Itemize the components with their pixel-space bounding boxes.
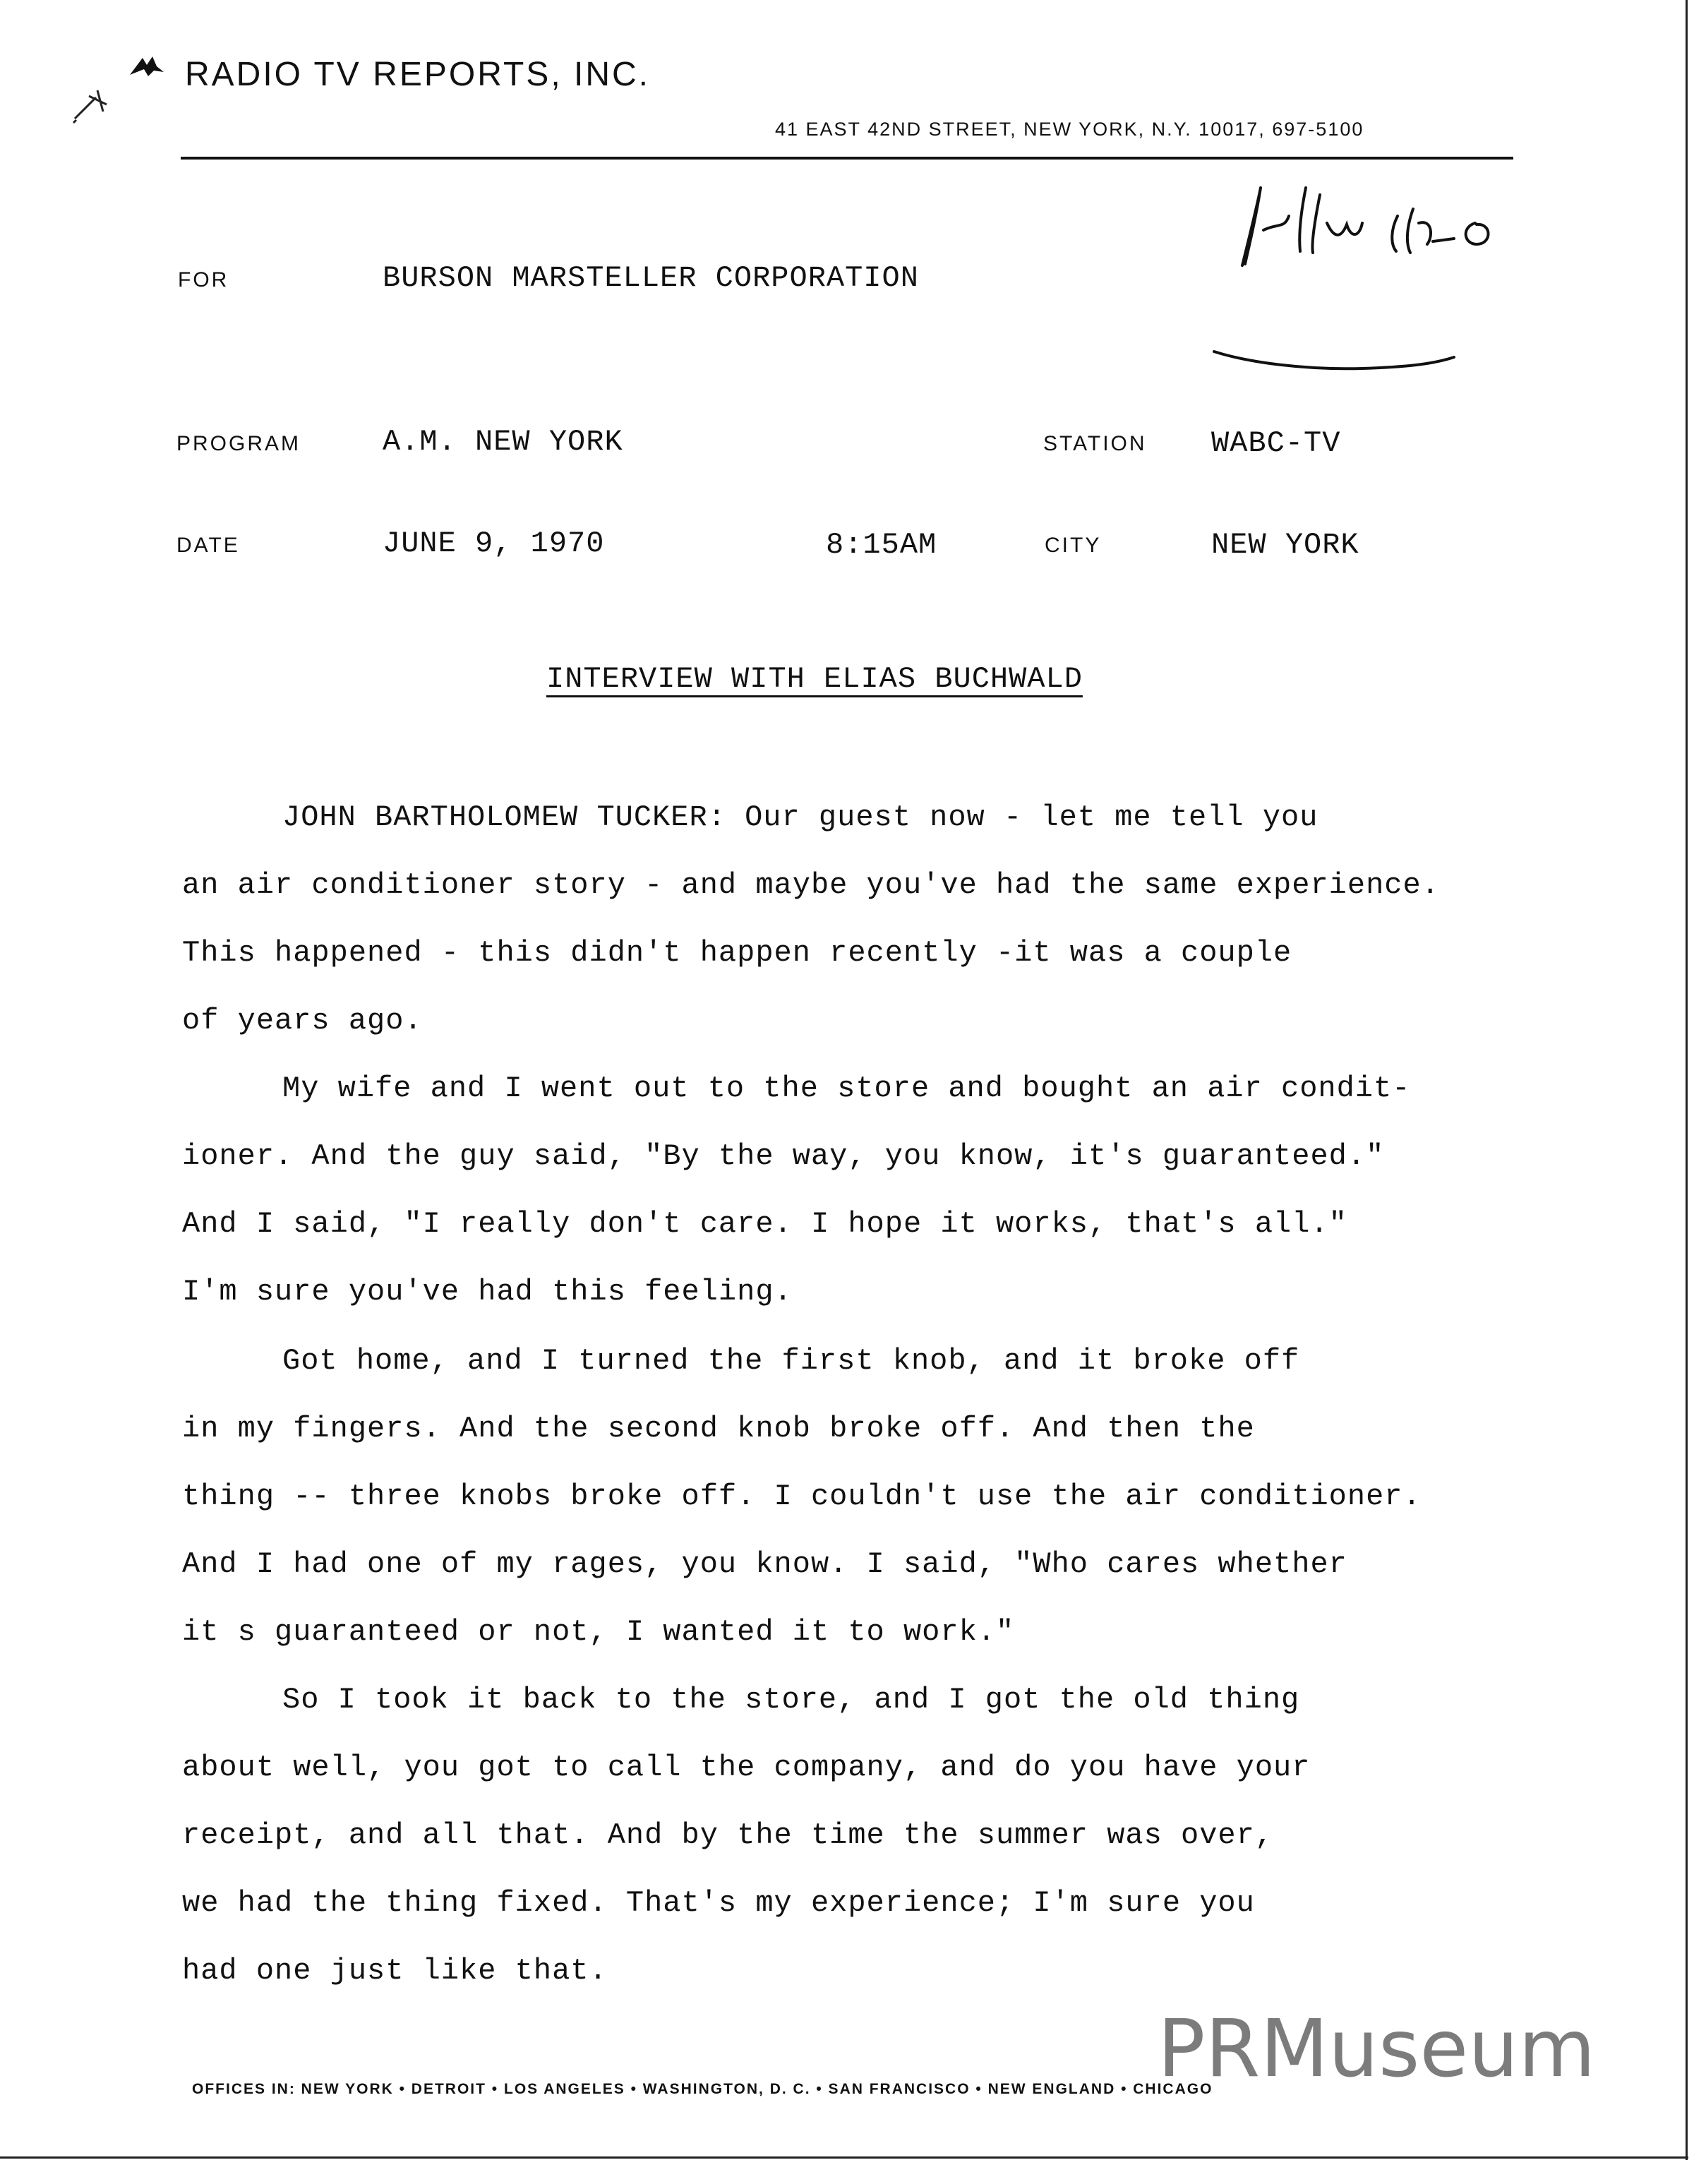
handwritten-stroke-icon xyxy=(1207,339,1461,381)
transcript-line: thing -- three knobs broke off. I couldn't use the air conditioner. xyxy=(182,1480,1422,1513)
prmuseum-watermark: PRMuseum xyxy=(1158,2003,1596,2095)
transcript-line: JOHN BARTHOLOMEW TUCKER: Our guest now - let me tell you xyxy=(282,800,1318,834)
transcript-line: And I had one of my rages, you know. I said, "Who cares whether xyxy=(182,1547,1347,1581)
transcript-line: And I said, "I really don't care. I hope it works, that's all." xyxy=(182,1207,1347,1241)
transcript-line: This happened - this didn't happen recently -it was a couple xyxy=(182,936,1292,970)
program-label: PROGRAM xyxy=(176,432,301,455)
transcript-line: in my fingers. And the second knob broke off. And then the xyxy=(182,1412,1255,1446)
transcript-line: an air conditioner story - and maybe you've had the same experience. xyxy=(182,868,1440,902)
program-value: A.M. NEW YORK xyxy=(383,425,623,459)
interview-heading: INTERVIEW WITH ELIAS BUCHWALD xyxy=(546,662,1083,696)
date-label: DATE xyxy=(176,534,240,557)
station-value: WABC-TV xyxy=(1211,426,1341,460)
transcript-line: So I took it back to the store, and I got the old thing xyxy=(282,1683,1300,1717)
transcript-line: of years ago. xyxy=(182,1004,423,1038)
transcript-line: we had the thing fixed. That's my experience; I'm sure you xyxy=(182,1886,1255,1920)
scribble-mark-icon xyxy=(68,76,131,126)
letterhead-rule xyxy=(181,157,1513,160)
transcript-line: My wife and I went out to the store and bought an air condit- xyxy=(282,1072,1411,1105)
city-value: NEW YORK xyxy=(1211,528,1359,562)
transcript-line: Got home, and I turned the first knob, and it broke off xyxy=(282,1344,1300,1378)
page-edge-right xyxy=(1686,0,1688,2160)
page-edge-bottom xyxy=(0,2156,1688,2159)
antenna-bird-icon xyxy=(128,54,165,82)
transcript-line: about well, you got to call the company, and do you have your xyxy=(182,1751,1311,1784)
for-value: BURSON MARSTELLER CORPORATION xyxy=(383,261,919,295)
city-label: CITY xyxy=(1045,534,1102,557)
date-value: JUNE 9, 1970 xyxy=(383,527,605,560)
transcript-line: it s guaranteed or not, I wanted it to work." xyxy=(182,1615,1015,1649)
transcript-line: I'm sure you've had this feeling. xyxy=(182,1275,793,1309)
company-address: 41 EAST 42ND STREET, NEW YORK, N.Y. 10017, 697-5100 xyxy=(775,119,1364,140)
station-label: STATION xyxy=(1043,432,1147,455)
transcript-line: had one just like that. xyxy=(182,1954,608,1988)
transcript-line: receipt, and all that. And by the time the summer was over, xyxy=(182,1818,1274,1852)
time-value: 8:15AM xyxy=(826,528,937,562)
transcript-line: ioner. And the guy said, "By the way, you know, it's guaranteed." xyxy=(182,1139,1385,1173)
offices-footer: OFFICES IN: NEW YORK • DETROIT • LOS ANGELES • WASHINGTON, D. C. • SAN FRANCISCO • NEW ENGLAND • CHICAGO xyxy=(192,2081,1213,2097)
handwritten-annotation-icon xyxy=(1221,174,1539,280)
company-name: RADIO TV REPORTS, INC. xyxy=(185,56,650,93)
for-label: FOR xyxy=(178,268,229,292)
